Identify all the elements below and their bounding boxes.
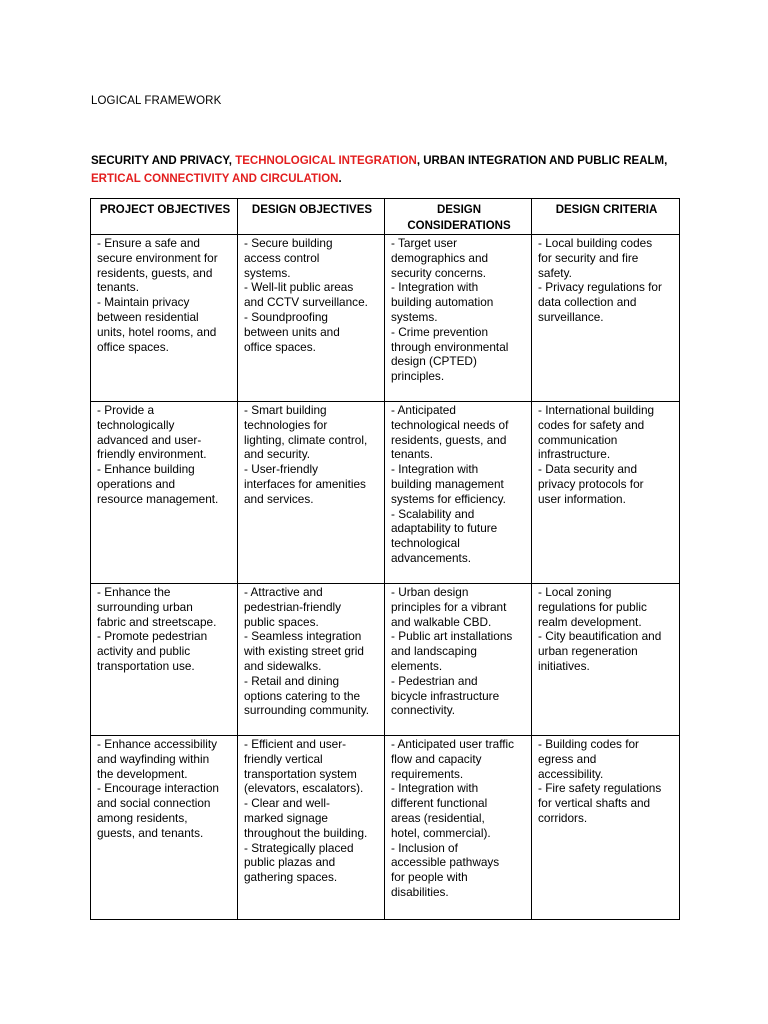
table-cell: - Efficient and user- friendly vertical transportation system (elevators, escalators). - Clear and well- marked signage throughout the building. - Strategically placed public plazas and gathering spaces. <box>238 736 385 920</box>
table-row <box>91 584 680 736</box>
header-design-considerations: DESIGN CONSIDERATIONS <box>385 199 532 235</box>
table-cell: - Ensure a safe and secure environment for residents, guests, and tenants. - Maintain privacy between residential units, hotel rooms, and office spaces. <box>91 235 238 402</box>
table-cell: - Enhance the surrounding urban fabric and streetscape. - Promote pedestrian activity and public transportation use. <box>91 584 238 736</box>
subtitle-vertical-connectivity: ERTICAL CONNECTIVITY AND CIRCULATION <box>91 173 339 185</box>
table-cell: - Attractive and pedestrian-friendly public spaces. - Seamless integration with existing street grid and sidewalks. - Retail and dining options catering to the surrounding community. <box>238 584 385 736</box>
table-cell: - Target user demographics and security concerns. - Integration with building automation systems. - Crime prevention through environmental design (CPTED) principles. <box>385 235 532 402</box>
page-title: LOGICAL FRAMEWORK <box>91 95 222 107</box>
logical-framework-table <box>90 198 680 920</box>
table-cell: - Local zoning regulations for public realm development. - City beautification and urban regeneration initiatives. <box>532 584 680 736</box>
subtitle-technological-integration: TECHNOLOGICAL INTEGRATION <box>235 155 417 167</box>
table-cell: - Secure building access control systems. - Well-lit public areas and CCTV surveillance. - Soundproofing between units and office spaces. <box>238 235 385 402</box>
table-cell: - Anticipated technological needs of residents, guests, and tenants. - Integration with building management systems for efficiency. - Scalability and adaptability to future technological advancements. <box>385 402 532 584</box>
subtitle-part-1: SECURITY AND PRIVACY, <box>91 155 236 167</box>
table-cell: - Anticipated user traffic flow and capacity requirements. - Integration with different functional areas (residential, hotel, commercial). - Inclusion of accessible pathways for people with disabilities. <box>385 736 532 920</box>
header-design-objectives: DESIGN OBJECTIVES <box>238 199 385 235</box>
subtitle-part-3: , URBAN INTEGRATION AND PUBLIC REALM, <box>416 155 668 167</box>
header-design-criteria: DESIGN CRITERIA <box>532 199 680 235</box>
table-row <box>91 235 680 402</box>
table-cell: - Smart building technologies for lighting, climate control, and security. - User-friendly interfaces for amenities and services. <box>238 402 385 584</box>
table-cell: - Local building codes for security and fire safety. - Privacy regulations for data collection and surveillance. <box>532 235 680 402</box>
header-project-objectives: PROJECT OBJECTIVES <box>91 199 238 235</box>
subtitle-period: . <box>338 173 342 185</box>
table-cell: - Enhance accessibility and wayfinding within the development. - Encourage interaction and social connection among residents, guests, and tenants. <box>91 736 238 920</box>
table-row <box>91 402 680 584</box>
table-cell: - International building codes for safety and communication infrastructure. - Data security and privacy protocols for user information. <box>532 402 680 584</box>
framework-subtitle <box>91 152 691 188</box>
table-cell: - Provide a technologically advanced and user- friendly environment. - Enhance building operations and resource management. <box>91 402 238 584</box>
table-cell: - Urban design principles for a vibrant and walkable CBD. - Public art installations and landscaping elements. - Pedestrian and bicycle infrastructure connectivity. <box>385 584 532 736</box>
table-row <box>91 736 680 920</box>
table-cell: - Building codes for egress and accessibility. - Fire safety regulations for vertical shafts and corridors. <box>532 736 680 920</box>
table-header-row <box>91 199 680 235</box>
